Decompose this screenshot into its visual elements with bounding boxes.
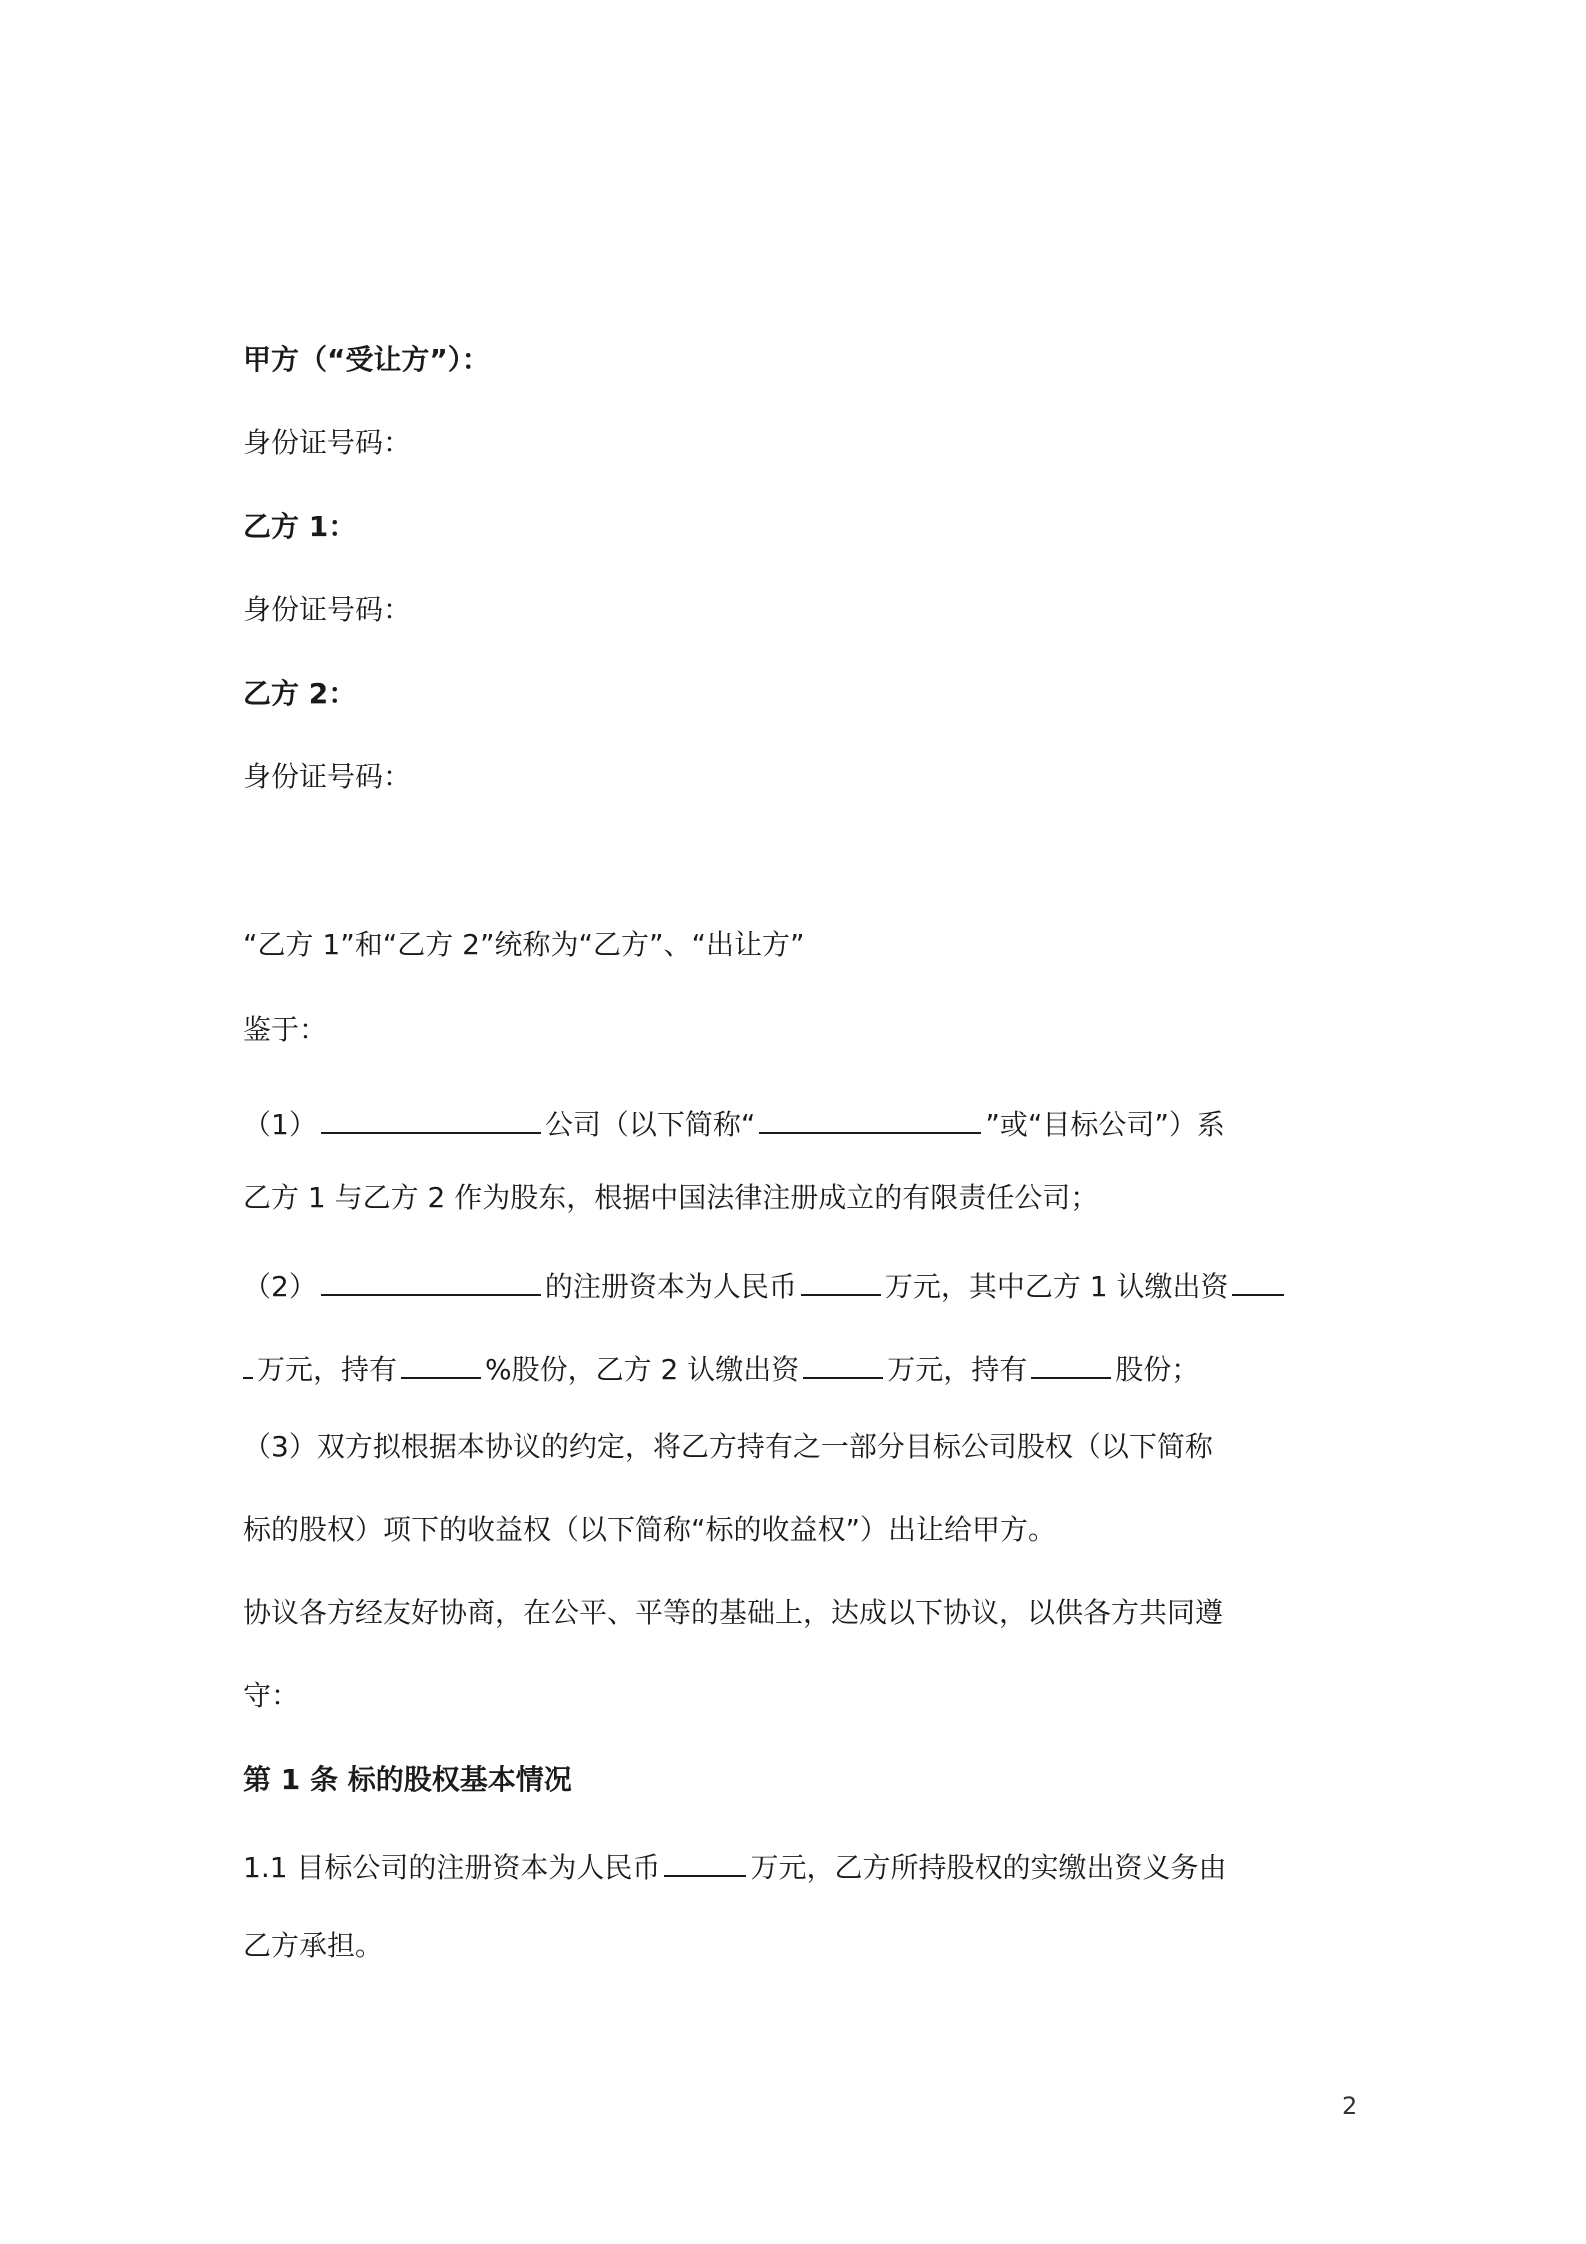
- company-name-blank[interactable]: [321, 1100, 541, 1134]
- party-b2-id-label: 身份证号码：: [243, 760, 412, 793]
- clause2-line2-text-d: 股份；: [1115, 1353, 1200, 1386]
- agreement-statement: 协议各方经友好协商，在公平、平等的基础上，达成以下协议，以供各方共同遵: [243, 1596, 1224, 1629]
- whereas-clause-2-line2: [243, 1345, 1199, 1390]
- party-b1-subscription-blank[interactable]: [1232, 1262, 1284, 1296]
- article-1-1-text-a: 1.1 目标公司的注册资本为人民币: [243, 1851, 661, 1884]
- article-1-1: [243, 1843, 1226, 1888]
- article-1-1-text-b: 万元，乙方所持股权的实缴出资义务由: [750, 1851, 1227, 1884]
- whereas-clause-1: [243, 1100, 1225, 1145]
- clause2-line2-text-b: %股份，乙方 2 认缴出资: [485, 1353, 800, 1386]
- party-b1-percent-blank[interactable]: [401, 1345, 481, 1379]
- whereas-clause-1-line2: 乙方 1 与乙方 2 作为股东，根据中国法律注册成立的有限责任公司；: [243, 1181, 1099, 1214]
- clause1-number: （1）: [243, 1108, 317, 1141]
- party-b1-subscription-blank-cont[interactable]: [243, 1345, 253, 1379]
- clause2-line2-text-c: 万元，持有: [887, 1353, 1028, 1386]
- target-company-blank[interactable]: [321, 1262, 541, 1296]
- article-1-title: 第 1 条 标的股权基本情况: [243, 1763, 572, 1796]
- party-b1-id-label: 身份证号码：: [243, 593, 412, 626]
- clause1-text-b: ”或“目标公司”）系: [985, 1108, 1225, 1141]
- clause2-text-a: 的注册资本为人民币: [544, 1270, 797, 1303]
- registered-capital-blank[interactable]: [801, 1262, 881, 1296]
- article-1-1-line2: 乙方承担。: [243, 1929, 384, 1962]
- agreement-statement-line2: 守：: [243, 1679, 300, 1712]
- whereas-heading: 鉴于：: [243, 1013, 328, 1046]
- clause2-number: （2）: [243, 1270, 317, 1303]
- party-b1-label: 乙方 1：: [243, 510, 357, 543]
- whereas-clause-3: （3）双方拟根据本协议的约定，将乙方持有之一部分目标公司股权（以下简称: [243, 1430, 1213, 1463]
- collective-naming: “乙方 1”和“乙方 2”统称为“乙方”、“出让方”: [243, 928, 805, 961]
- party-b2-subscription-blank[interactable]: [803, 1345, 883, 1379]
- party-a-label: 甲方（“受让方”）：: [243, 343, 490, 376]
- whereas-clause-3-line2: 标的股权）项下的收益权（以下简称“标的收益权”）出让给甲方。: [243, 1513, 1057, 1546]
- party-a-id-label: 身份证号码：: [243, 426, 412, 459]
- clause2-line2-text-a: 万元，持有: [257, 1353, 398, 1386]
- article-registered-capital-blank[interactable]: [664, 1843, 746, 1877]
- clause2-text-b: 万元，其中乙方 1 认缴出资: [884, 1270, 1229, 1303]
- whereas-clause-2: [243, 1262, 1288, 1307]
- page-number: 2: [1342, 2092, 1358, 2120]
- clause1-text-a: 公司（以下简称“: [544, 1108, 756, 1141]
- party-b2-percent-blank[interactable]: [1031, 1345, 1111, 1379]
- party-b2-label: 乙方 2：: [243, 677, 357, 710]
- company-short-name-blank[interactable]: [759, 1100, 981, 1134]
